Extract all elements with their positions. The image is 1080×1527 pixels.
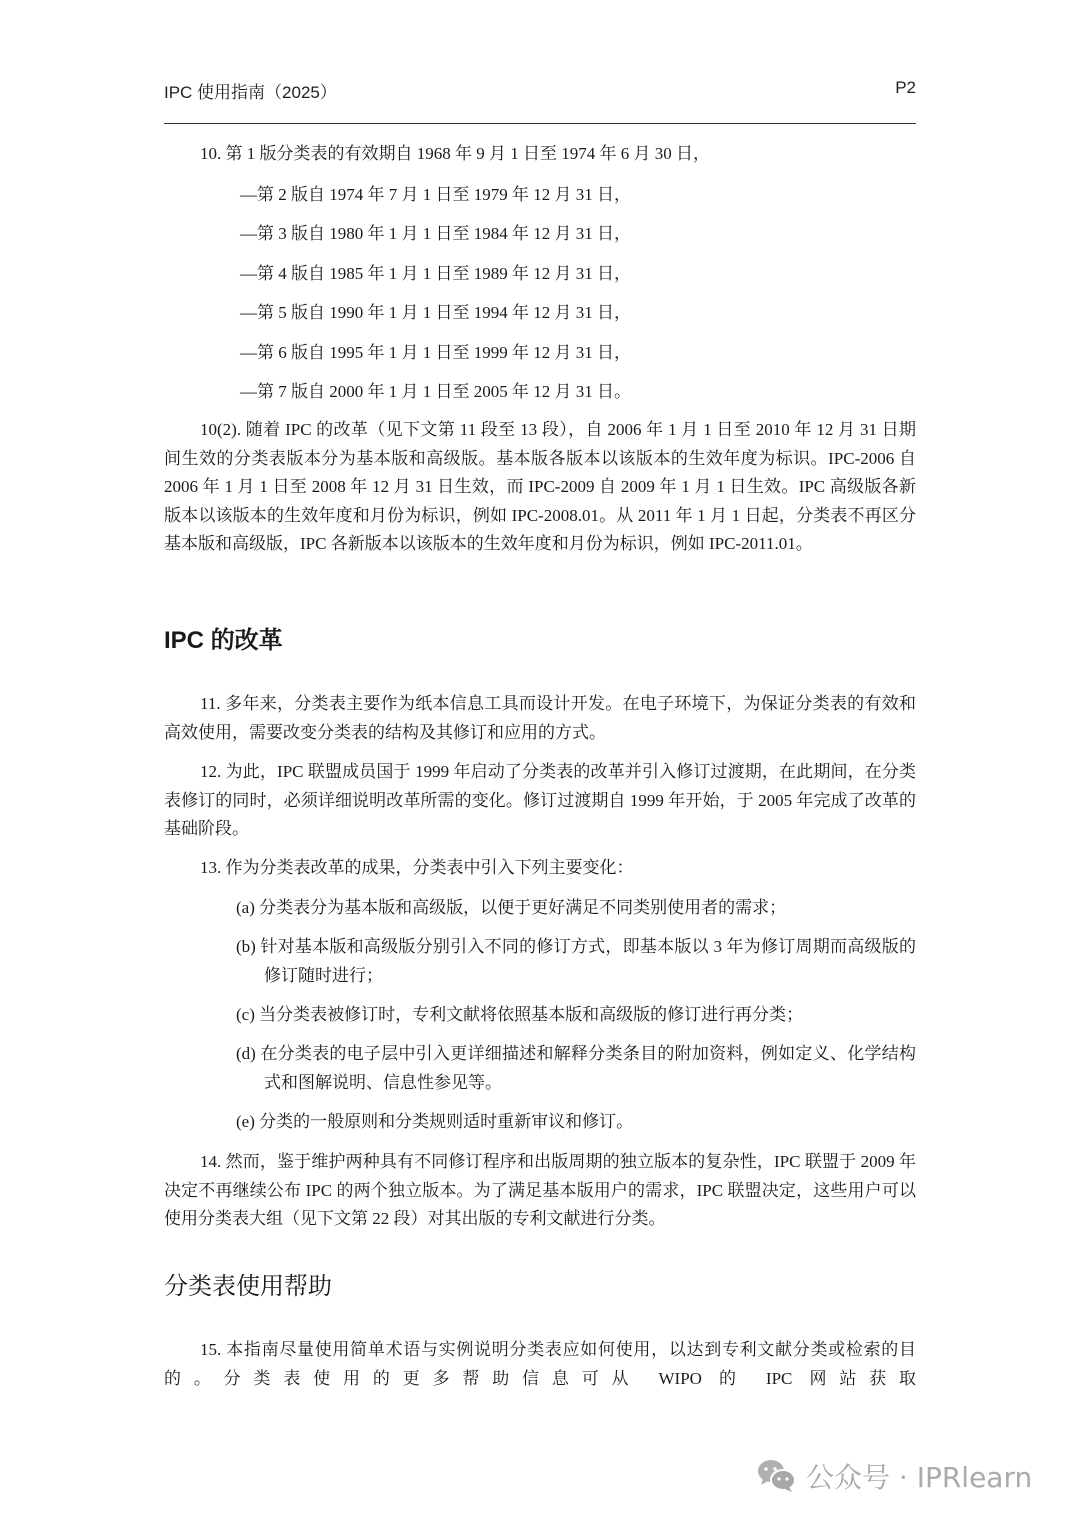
- paragraph-12: 12. 为此，IPC 联盟成员国于 1999 年启动了分类表的改革并引入修订过渡期，在此期间，在分类表修订的同时，必须详细说明改革所需的变化。修订过渡期自 1999 年开始，于 2005 年完成了改革的基础阶段。: [164, 762, 916, 838]
- list-item: —第 5 版自 1990 年 1 月 1 日至 1994 年 12 月 31 日，: [240, 303, 631, 322]
- list-item: (a) 分类表分为基本版和高级版，以便于更好满足不同类别使用者的需求；: [236, 898, 787, 917]
- list-item: —第 2 版自 1974 年 7 月 1 日至 1979 年 12 月 31 日，: [240, 185, 631, 204]
- running-header-title: IPC 使用指南（2025）: [164, 83, 337, 102]
- paragraph-10-2: 10(2). 随着 IPC 的改革（见下文第 11 段至 13 段），自 2006 年 1 月 1 日至 2010 年 12 月 31 日期间生效的分类表版本分为基本版和高级版。基本版各版本以该版本的生效年度为标识。IPC-2006 自 2006 年 1 月 1 日至 2008 年 12 月 31 日生效，而 IPC-2009 自 2009 年 1 月 1 日生效。IPC 高级版各新版本以该版本的生效年度和月份为标识，例如 IPC-2008.01。从 2011 年 1 月 1 日起，分类表不再区分基本版和高级版，IPC 各新版本以该版本的生效年度和月份为标识，例如 IPC-2011.01。: [164, 420, 916, 553]
- header-rule: [164, 123, 916, 124]
- list-item: —第 4 版自 1985 年 1 月 1 日至 1989 年 12 月 31 日，: [240, 264, 631, 283]
- list-item: (e) 分类的一般原则和分类规则适时重新审议和修订。: [236, 1112, 634, 1131]
- list-item: —第 3 版自 1980 年 1 月 1 日至 1984 年 12 月 31 日，: [240, 224, 631, 243]
- watermark-text: 公众号 · IPRlearn: [806, 1461, 1033, 1494]
- list-item: (d) 在分类表的电子层中引入更详细描述和解释分类条目的附加资料，例如定义、化学结构式和图解说明、信息性参见等。: [236, 1044, 916, 1092]
- paragraph-11: 11. 多年来，分类表主要作为纸本信息工具而设计开发。在电子环境下，为保证分类表的有效和高效使用，需要改变分类表的结构及其修订和应用的方式。: [164, 694, 916, 742]
- paragraph-10: 10. 第 1 版分类表的有效期自 1968 年 9 月 1 日至 1974 年 6 月 30 日，: [200, 144, 710, 163]
- page-number: P2: [895, 78, 916, 97]
- paragraph-13: 13. 作为分类表改革的成果，分类表中引入下列主要变化：: [200, 858, 634, 877]
- list-item: (b) 针对基本版和高级版分别引入不同的修订方式，即基本版以 3 年为修订周期而高级版的修订随时进行；: [236, 937, 916, 985]
- watermark: [756, 1456, 1032, 1496]
- list-item: (c) 当分类表被修订时，专利文献将依照基本版和高级版的修订进行再分类；: [236, 1005, 804, 1024]
- wechat-icon: [756, 1458, 798, 1494]
- section-heading: IPC 的改革: [164, 627, 283, 654]
- paragraph-15: 15. 本指南尽量使用简单术语与实例说明分类表应如何使用，以达到专利文献分类或检索的目的。分类表使用的更多帮助信息可从 WIPO 的 IPC 网站获取: [164, 1340, 916, 1388]
- section-heading: 分类表使用帮助: [164, 1273, 332, 1300]
- list-item: —第 7 版自 2000 年 1 月 1 日至 2005 年 12 月 31 日。: [240, 382, 631, 401]
- paragraph-14: 14. 然而，鉴于维护两种具有不同修订程序和出版周期的独立版本的复杂性，IPC 联盟于 2009 年决定不再继续公布 IPC 的两个独立版本。为了满足基本版用户的需求，IPC 联盟决定，这些用户可以使用分类表大组（见下文第 22 段）对其出版的专利文献进行分类。: [164, 1152, 916, 1228]
- list-item: —第 6 版自 1995 年 1 月 1 日至 1999 年 12 月 31 日，: [240, 343, 631, 362]
